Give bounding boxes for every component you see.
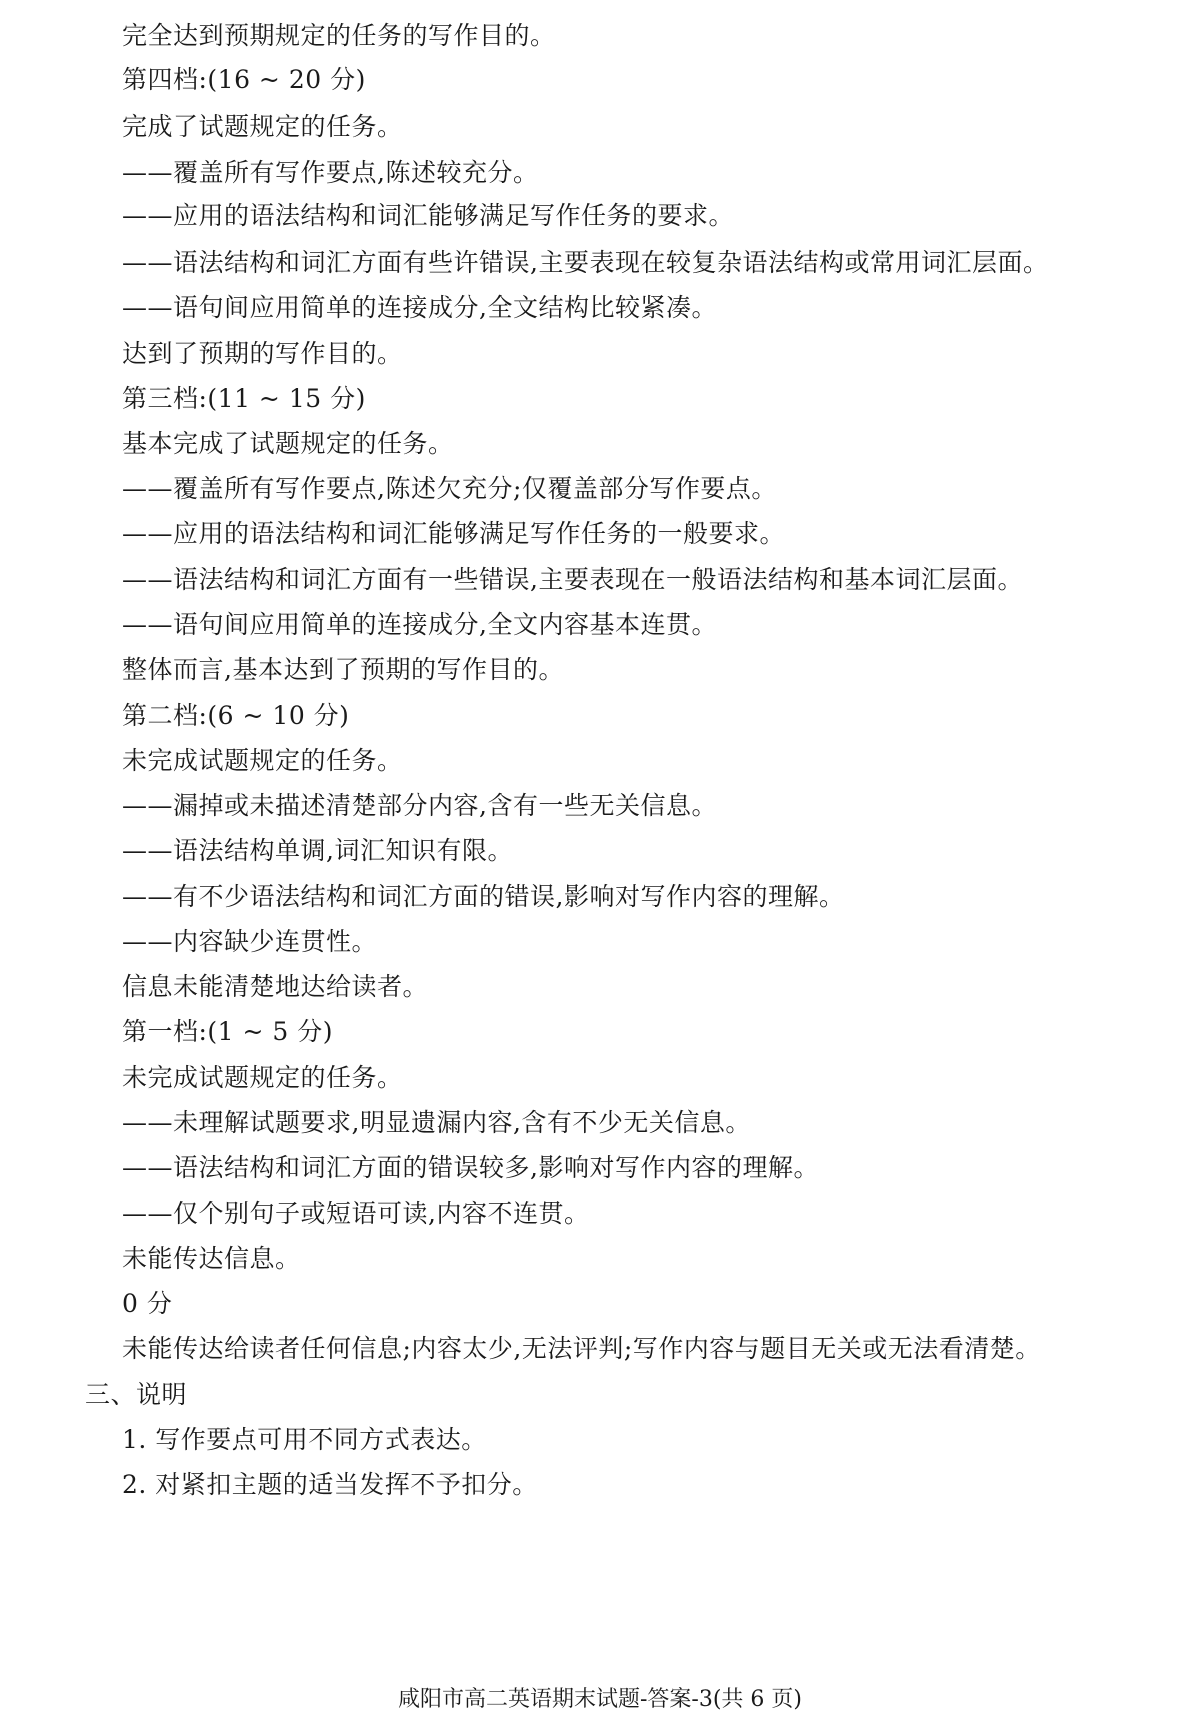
grade-heading: 第一档:(1 ~ 5 分): [122, 1017, 334, 1046]
text-line: 完全达到预期规定的任务的写作目的。: [122, 21, 556, 50]
grade-heading: 第四档:(16 ~ 20 分): [122, 65, 366, 94]
criterion-line: ——语句间应用简单的连接成分,全文内容基本连贯。: [122, 610, 717, 639]
criterion-line: ——未理解试题要求,明显遗漏内容,含有不少无关信息。: [122, 1108, 751, 1137]
text-line: 未完成试题规定的任务。: [122, 1063, 403, 1092]
text-line: 未能传达给读者任何信息;内容太少,无法评判;写作内容与题目无关或无法看清楚。: [122, 1334, 1041, 1363]
criterion-line: ——内容缺少连贯性。: [122, 927, 378, 956]
criterion-line: ——应用的语法结构和词汇能够满足写作任务的一般要求。: [122, 519, 786, 548]
note-item: 2. 对紧扣主题的适当发挥不予扣分。: [122, 1470, 538, 1499]
criterion-line: ——语法结构和词汇方面有一些错误,主要表现在一般语法结构和基本词汇层面。: [122, 565, 1023, 594]
criterion-line: ——有不少语法结构和词汇方面的错误,影响对写作内容的理解。: [122, 882, 845, 911]
text-line: 达到了预期的写作目的。: [122, 339, 403, 368]
text-line: 未能传达信息。: [122, 1244, 301, 1273]
criterion-line: ——语句间应用简单的连接成分,全文结构比较紧凑。: [122, 293, 717, 322]
criterion-line: ——漏掉或未描述清楚部分内容,含有一些无关信息。: [122, 791, 717, 820]
criterion-line: ——语法结构单调,词汇知识有限。: [122, 836, 513, 865]
text-line: 基本完成了试题规定的任务。: [122, 429, 454, 458]
grade-heading: 第二档:(6 ~ 10 分): [122, 701, 350, 730]
note-item: 1. 写作要点可用不同方式表达。: [122, 1425, 487, 1454]
grade-heading: 第三档:(11 ~ 15 分): [122, 384, 366, 413]
text-line: 整体而言,基本达到了预期的写作目的。: [122, 655, 564, 684]
section-heading: 三、说明: [85, 1380, 188, 1409]
criterion-line: ——应用的语法结构和词汇能够满足写作任务的要求。: [122, 201, 735, 230]
text-line: 信息未能清楚地达给读者。: [122, 972, 429, 1001]
criterion-line: ——覆盖所有写作要点,陈述较充分。: [122, 158, 539, 187]
grade-heading: 0 分: [122, 1289, 173, 1318]
text-line: 未完成试题规定的任务。: [122, 746, 403, 775]
criterion-line: ——仅个别句子或短语可读,内容不连贯。: [122, 1199, 590, 1228]
text-line: 完成了试题规定的任务。: [122, 112, 403, 141]
criterion-line: ——语法结构和词汇方面的错误较多,影响对写作内容的理解。: [122, 1153, 819, 1182]
page-footer: 咸阳市高二英语期末试题-答案-3(共 6 页): [397, 1687, 802, 1712]
criterion-line: ——覆盖所有写作要点,陈述欠充分;仅覆盖部分写作要点。: [122, 474, 777, 503]
criterion-line: ——语法结构和词汇方面有些许错误,主要表现在较复杂语法结构或常用词汇层面。: [122, 248, 1049, 277]
